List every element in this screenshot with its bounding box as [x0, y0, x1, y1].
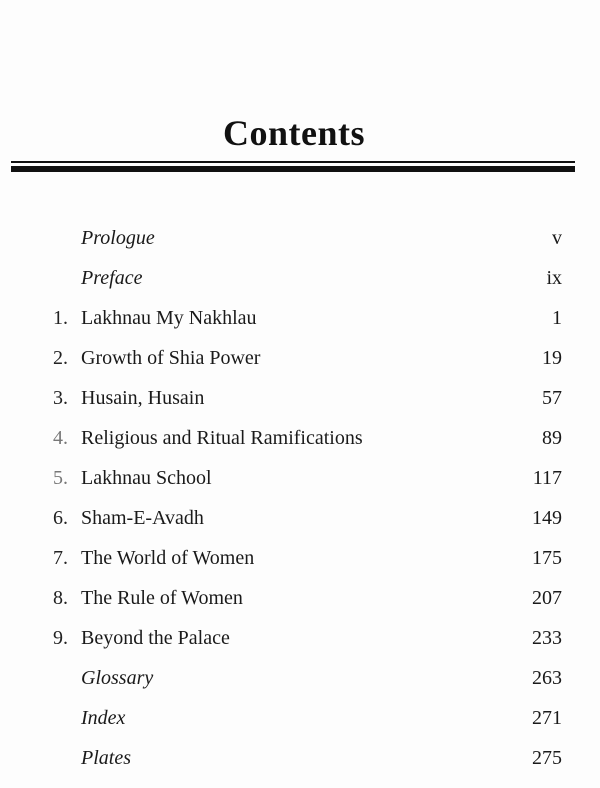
entry-title: Beyond the Palace [81, 627, 230, 649]
chapter-number: 9. [53, 627, 68, 649]
toc-entry-chapter-5 [0, 458, 600, 498]
title-divider-thick [11, 166, 575, 172]
chapter-number: 2. [53, 347, 68, 369]
toc-entry-chapter-4 [0, 418, 600, 458]
entry-title: The World of Women [81, 547, 255, 569]
toc-entry-chapter-6 [0, 498, 600, 538]
entry-title: The Rule of Women [81, 587, 243, 609]
entry-title: Growth of Shia Power [81, 347, 261, 369]
chapter-number: 7. [53, 547, 68, 569]
title-divider-thin [11, 161, 575, 163]
chapter-number: 8. [53, 587, 68, 609]
entry-title: Index [81, 707, 126, 729]
chapter-number: 1. [53, 307, 68, 329]
page-number: ix [546, 267, 562, 289]
entry-title: Prologue [81, 227, 155, 249]
toc-entry-chapter-2 [0, 338, 600, 378]
page-number: 57 [542, 387, 562, 409]
page-number: 149 [532, 507, 562, 529]
toc-entry-chapter-1 [0, 298, 600, 338]
toc-entry-prologue [0, 218, 600, 258]
toc-entry-chapter-7 [0, 538, 600, 578]
page-number: 233 [532, 627, 562, 649]
page-number: 89 [542, 427, 562, 449]
page-number: 275 [532, 747, 562, 769]
entry-title: Glossary [81, 667, 154, 689]
chapter-number: 6. [53, 507, 68, 529]
entry-title: Husain, Husain [81, 387, 205, 409]
page-number: v [552, 227, 562, 249]
page-number: 263 [532, 667, 562, 689]
page-number: 175 [532, 547, 562, 569]
page-number: 271 [532, 707, 562, 729]
toc-entry-chapter-9 [0, 618, 600, 658]
page-number: 19 [542, 347, 562, 369]
toc-entry-preface [0, 258, 600, 298]
chapter-number: 5. [53, 467, 68, 489]
page-number: 1 [552, 307, 562, 329]
page-number: 117 [532, 467, 562, 489]
toc-entry-glossary [0, 658, 600, 698]
page-number: 207 [532, 587, 562, 609]
page-title: Contents [222, 113, 365, 153]
toc-entry-plates [0, 738, 600, 778]
entry-title: Preface [81, 267, 143, 289]
table-of-contents [0, 218, 600, 778]
entry-title: Religious and Ritual Ramifications [81, 427, 363, 449]
chapter-number: 3. [53, 387, 68, 409]
entry-title: Sham-E-Avadh [81, 507, 204, 529]
toc-entry-chapter-3 [0, 378, 600, 418]
entry-title: Lakhnau School [81, 467, 212, 489]
entry-title: Plates [81, 747, 131, 769]
toc-entry-chapter-8 [0, 578, 600, 618]
toc-entry-index [0, 698, 600, 738]
entry-title: Lakhnau My Nakhlau [81, 307, 257, 329]
chapter-number: 4. [53, 427, 68, 449]
